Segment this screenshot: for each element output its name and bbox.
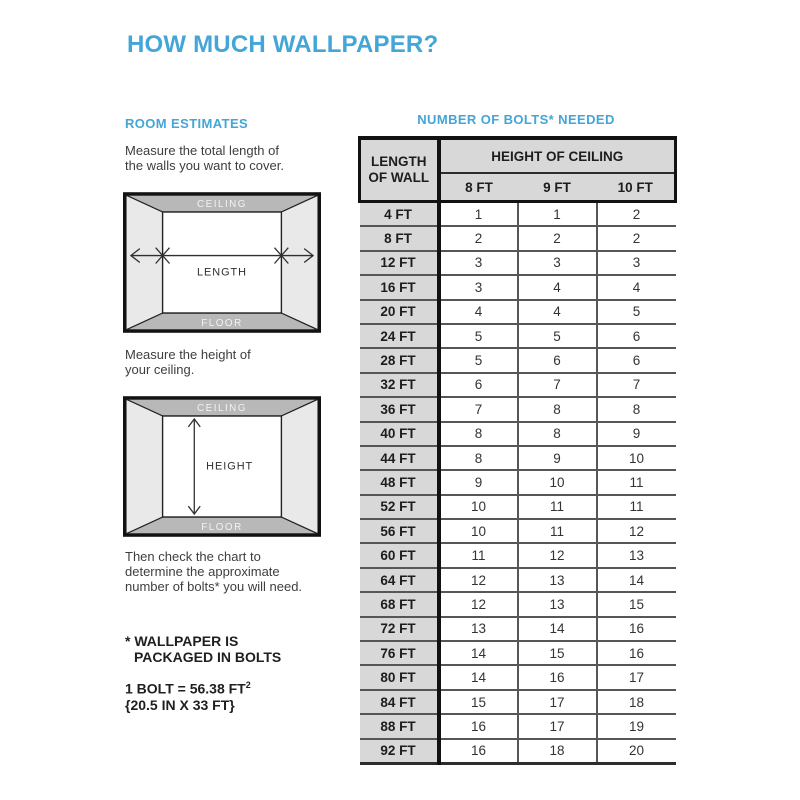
table-row: [360, 422, 676, 446]
bolts-value-cell: 7: [439, 397, 518, 421]
table-row: [360, 519, 676, 543]
footnote-line2: PACKAGED IN BOLTS: [134, 649, 282, 665]
bolts-value-cell: 12: [518, 543, 597, 567]
bolts-value-cell: 9: [439, 470, 518, 494]
col-header-height-of-ceiling: HEIGHT OF CEILING: [439, 138, 676, 173]
bolts-value-cell: 16: [518, 665, 597, 689]
col-header-10ft: 10 FT: [597, 173, 676, 202]
bolts-value-cell: 19: [597, 714, 676, 738]
bolts-value-cell: 3: [439, 275, 518, 299]
wall-length-cell: 44 FT: [360, 446, 439, 470]
table-row: [360, 251, 676, 275]
room-estimates-heading: ROOM ESTIMATES: [125, 116, 249, 131]
ceiling-label: CEILING: [197, 403, 247, 415]
table-row: [360, 226, 676, 250]
bolts-value-cell: 10: [439, 495, 518, 519]
bolts-value-cell: 3: [597, 251, 676, 275]
bolts-table-container: [358, 136, 677, 765]
bolts-value-cell: 13: [518, 568, 597, 592]
step3-line2: determine the approximate: [125, 564, 280, 579]
back-wall-panel: [163, 212, 282, 313]
bolts-value-cell: 6: [439, 373, 518, 397]
wall-length-cell: 88 FT: [360, 714, 439, 738]
bolt-spec-line2: {20.5 IN X 33 FT}: [125, 696, 235, 713]
wall-length-cell: 52 FT: [360, 495, 439, 519]
table-row: [360, 373, 676, 397]
wall-length-cell: 8 FT: [360, 226, 439, 250]
bolts-value-cell: 16: [597, 617, 676, 641]
wall-length-cell: 56 FT: [360, 519, 439, 543]
bolts-value-cell: 6: [597, 348, 676, 372]
wall-length-cell: 48 FT: [360, 470, 439, 494]
bolts-value-cell: 15: [439, 690, 518, 714]
wall-length-cell: 24 FT: [360, 324, 439, 348]
bolts-value-cell: 11: [518, 495, 597, 519]
wall-length-cell: 28 FT: [360, 348, 439, 372]
table-row: [360, 495, 676, 519]
bolts-value-cell: 1: [439, 202, 518, 227]
bolts-value-cell: 14: [518, 617, 597, 641]
table-row: [360, 690, 676, 714]
right-wall-panel: [281, 399, 318, 534]
bolts-value-cell: 11: [597, 495, 676, 519]
wall-length-cell: 32 FT: [360, 373, 439, 397]
bolts-value-cell: 5: [518, 324, 597, 348]
bolts-value-cell: 5: [439, 348, 518, 372]
bolts-value-cell: 11: [518, 519, 597, 543]
bolts-value-cell: 10: [439, 519, 518, 543]
length-diagram-svg: [123, 192, 321, 333]
bolts-value-cell: 2: [597, 226, 676, 250]
bolts-value-cell: 13: [597, 543, 676, 567]
floor-label: FLOOR: [201, 317, 243, 329]
length-measure-label: LENGTH: [196, 266, 248, 279]
bolts-value-cell: 8: [518, 422, 597, 446]
bolt-spec-line1: 1 BOLT = 56.38 $FT^2$: [125, 680, 251, 697]
col-header-8ft: 8 FT: [439, 173, 518, 202]
bolts-value-cell: 20: [597, 739, 676, 764]
bolts-value-cell: 4: [518, 275, 597, 299]
bolts-value-cell: 4: [518, 300, 597, 324]
bolts-value-cell: 12: [439, 568, 518, 592]
table-row: [360, 446, 676, 470]
bolts-value-cell: 4: [439, 300, 518, 324]
wall-length-cell: 80 FT: [360, 665, 439, 689]
height-measure-label: HEIGHT: [206, 460, 254, 473]
wall-length-cell: 76 FT: [360, 641, 439, 665]
bolts-value-cell: 5: [439, 324, 518, 348]
bolts-value-cell: 9: [597, 422, 676, 446]
table-row: [360, 470, 676, 494]
table-row: [360, 348, 676, 372]
table-row: [360, 543, 676, 567]
step3-line1: Then check the chart to: [125, 549, 261, 564]
bolts-value-cell: 17: [597, 665, 676, 689]
wall-length-cell: 4 FT: [360, 202, 439, 227]
bolts-value-cell: 4: [597, 275, 676, 299]
bolts-table: [358, 136, 677, 765]
wall-length-cell: 72 FT: [360, 617, 439, 641]
page-title: HOW MUCH WALLPAPER?: [127, 31, 439, 58]
bolts-value-cell: 15: [597, 592, 676, 616]
step3-line3: number of bolts* you will need.: [125, 579, 303, 594]
table-row: [360, 617, 676, 641]
corner-line2: OF WALL: [368, 170, 430, 185]
wall-length-cell: 16 FT: [360, 275, 439, 299]
step1-instructions: [125, 143, 284, 173]
wall-length-cell: 36 FT: [360, 397, 439, 421]
step1-line1: Measure the total length of: [125, 143, 279, 158]
table-row: [360, 202, 676, 227]
bolts-value-cell: 10: [518, 470, 597, 494]
table-row: [360, 397, 676, 421]
bolts-value-cell: 13: [439, 617, 518, 641]
bolts-value-cell: 2: [439, 226, 518, 250]
left-wall-panel: [126, 399, 163, 534]
bolts-value-cell: 6: [518, 348, 597, 372]
bolts-value-cell: 18: [518, 739, 597, 764]
bolts-value-cell: 16: [439, 714, 518, 738]
step3-instructions: [125, 549, 302, 594]
bolts-value-cell: 7: [597, 373, 676, 397]
bolts-value-cell: 18: [597, 690, 676, 714]
step2-instructions: [125, 347, 251, 377]
bolts-value-cell: 14: [597, 568, 676, 592]
bolts-value-cell: 14: [439, 641, 518, 665]
bolts-table-head: [360, 138, 676, 202]
bolts-value-cell: 9: [518, 446, 597, 470]
table-row: [360, 275, 676, 299]
height-diagram-svg: [123, 396, 321, 537]
bolts-value-cell: 13: [518, 592, 597, 616]
bolts-value-cell: 12: [439, 592, 518, 616]
wall-length-cell: 92 FT: [360, 739, 439, 764]
floor-label: FLOOR: [201, 521, 243, 533]
table-row: [360, 714, 676, 738]
bolts-value-cell: 15: [518, 641, 597, 665]
table-row: [360, 665, 676, 689]
wall-length-cell: 20 FT: [360, 300, 439, 324]
bolts-value-cell: 8: [439, 446, 518, 470]
col-header-length-of-wall: [360, 138, 439, 202]
table-row: [360, 300, 676, 324]
bolts-value-cell: 3: [518, 251, 597, 275]
wall-length-cell: 84 FT: [360, 690, 439, 714]
table-row: [360, 739, 676, 764]
bolts-value-cell: 1: [518, 202, 597, 227]
bolts-value-cell: 11: [597, 470, 676, 494]
bolts-value-cell: 2: [518, 226, 597, 250]
bolts-value-cell: 16: [597, 641, 676, 665]
bolts-table-body: [360, 202, 676, 764]
bolts-value-cell: 17: [518, 690, 597, 714]
table-row: [360, 324, 676, 348]
wall-length-cell: 60 FT: [360, 543, 439, 567]
bolts-value-cell: 8: [597, 397, 676, 421]
ceiling-label: CEILING: [197, 199, 247, 211]
corner-line1: LENGTH: [371, 154, 427, 169]
wall-length-cell: 68 FT: [360, 592, 439, 616]
wall-length-cell: 64 FT: [360, 568, 439, 592]
bolts-value-cell: 11: [439, 543, 518, 567]
bolts-value-cell: 8: [439, 422, 518, 446]
bolts-value-cell: 10: [597, 446, 676, 470]
bolts-value-cell: 12: [597, 519, 676, 543]
bolts-table-heading: NUMBER OF BOLTS* NEEDED: [417, 112, 615, 127]
bolts-value-cell: 8: [518, 397, 597, 421]
col-header-9ft: 9 FT: [518, 173, 597, 202]
length-diagram: [123, 192, 321, 333]
step2-line1: Measure the height of: [125, 347, 251, 362]
height-diagram: [123, 396, 321, 537]
bolts-value-cell: 17: [518, 714, 597, 738]
bolts-value-cell: 3: [439, 251, 518, 275]
footnote-line1: * WALLPAPER IS: [125, 633, 239, 649]
bolts-value-cell: 5: [597, 300, 676, 324]
table-row: [360, 568, 676, 592]
bolts-value-cell: 2: [597, 202, 676, 227]
bolt-spec: [125, 677, 251, 713]
bolts-value-cell: 6: [597, 324, 676, 348]
wall-length-cell: 12 FT: [360, 251, 439, 275]
table-row: [360, 592, 676, 616]
bolts-value-cell: 14: [439, 665, 518, 689]
bolts-footnote: [125, 633, 281, 665]
wall-length-cell: 40 FT: [360, 422, 439, 446]
bolts-value-cell: 7: [518, 373, 597, 397]
step1-line2: the walls you want to cover.: [125, 158, 284, 173]
table-row: [360, 641, 676, 665]
step2-line2: your ceiling.: [125, 362, 195, 377]
squared-superscript: 2: [245, 680, 251, 690]
bolts-value-cell: 16: [439, 739, 518, 764]
